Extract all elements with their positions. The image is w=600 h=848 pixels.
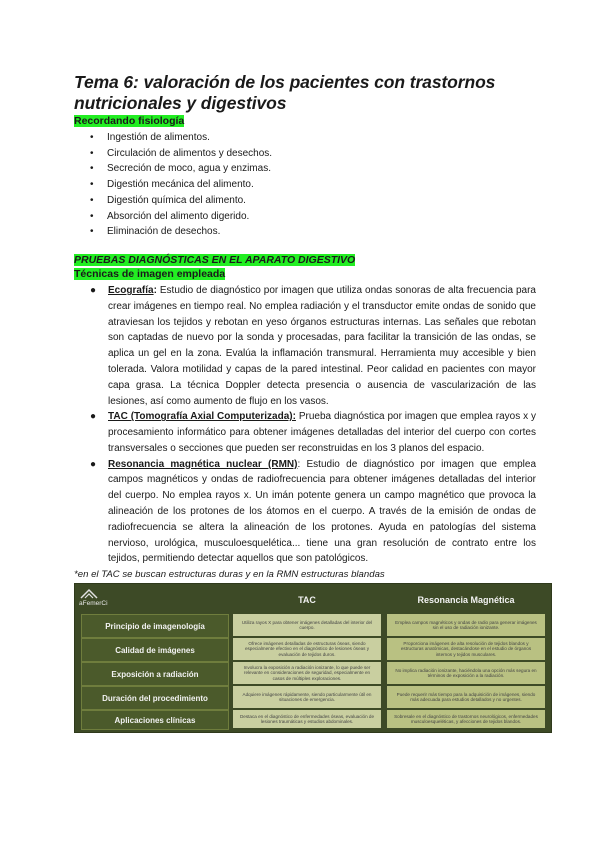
logo-icon <box>79 588 99 600</box>
ecografia-term: Ecografía <box>108 284 154 296</box>
comparison-table-image <box>74 583 552 733</box>
column-header-tac: TAC <box>298 594 316 605</box>
recordando-heading: Recordando fisiología <box>74 115 185 127</box>
footnote: *en el TAC se buscan estructuras duras y en la RMN estructuras blandas <box>74 569 385 581</box>
table-cell: Puede requerir más tiempo para la adquisición de imágenes, siendo más adecuada para estudios detallados y no urgentes. <box>387 686 545 708</box>
subheading-wrapper <box>74 268 536 281</box>
section-pruebas <box>74 254 536 267</box>
ecografia-item <box>74 283 536 409</box>
table-cell: Involucra la exposición a radiación ionizante, lo que puede ser relevante en consideraciones de seguridad, especialmente en casos de múltiples exploraciones. <box>233 662 381 684</box>
rmn-colon: : <box>297 458 301 470</box>
table-cell: Ofrece imágenes detalladas de estructuras óseas, siendo especialmente efectivo en el diagnóstico de lesiones óseas y evaluación de tejidos duros. <box>233 638 381 660</box>
ecografia-text: Estudio de diagnóstico por imagen que utiliza ondas sonoras de alta frecuencia para crear imágenes en tiempo real. No emplea radiación y el transductor emite ondas de sonido que atraviesan los tejidos y rebotan en yeso órganos estructuras internas. Las señales que rebotan son captadas de nuevo por la sonda y procesadas, para facilitar la transición de las ondas, se aplica un gel en la zona. Evalúa la inflamación transmural. Herramienta muy accesible y bien tolerada. Valora motilidad y capas de la pared intestinal. Peor calidad en pacientes con mayor capa grasa. La técnica Doppler detecta presencia o ausencia de vascularización de las lesiones, así como aumento de flujo en los vasos. <box>108 284 536 407</box>
logo <box>79 588 139 612</box>
tac-text: Prueba diagnóstica por imagen que emplea rayos x y procesamiento informático para obtener imágenes detalladas del interior del cuerpo con cortes transversales o secciones que pueden ser reconstruidas en los 3 planos del espacio. <box>108 411 537 454</box>
table-cell: Destaca en el diagnóstico de enfermedades óseas, evaluación de lesiones traumáticas y estudios abdominales. <box>233 710 381 728</box>
bullet-icon: ● <box>90 411 97 423</box>
rmn-item <box>74 457 536 568</box>
table-cell: No implica radiación ionizante, haciéndola una opción más segura en términos de exposición a la radiación. <box>387 662 545 684</box>
table-cell: Proporciona imágenes de alta resolución de tejidos blandos y estructuras anatómicas, destacándose en el estudio de órganos internos y tejidos musculares. <box>387 638 545 660</box>
list-item: • Absorción del alimento digerido. <box>74 209 536 225</box>
list-item: • Circulación de alimentos y desechos. <box>74 146 536 162</box>
list-item: • Eliminación de desechos. <box>74 224 536 240</box>
tecnicas-subheading: Técnicas de imagen empleada <box>74 267 226 280</box>
rmn-term: Resonancia magnética nuclear (RMN) <box>108 458 298 470</box>
row-label: Exposición a radiación <box>81 662 229 686</box>
document-page <box>74 72 536 733</box>
column-header-rmn: Resonancia Magnética <box>417 594 515 605</box>
row-label: Duración del procedimiento <box>81 686 229 710</box>
bullet-icon: ● <box>90 458 97 470</box>
page-title: Tema 6: valoración de los pacientes con trastornos nutricionales y digestivos <box>74 72 496 113</box>
list-item: • Digestión química del alimento. <box>74 193 536 209</box>
section-recordando <box>74 115 536 128</box>
ecografia-colon: : <box>153 284 157 296</box>
rmn-text: Estudio de diagnóstico por imagen que emplea campos magnéticos y ondas de radiofrecuencia para obtener imágenes detalladas del interior del cuerpo. No emplea rayos x. Un imán potente genera un campo magnético que provoca la alineación de los protones de los átomos en el cuerpo. A través de la emisión de ondas de radiofrecuencia se altera la alineación de los protones. Ayuda en patologías del sistema nervioso, urológica, musculoesquelética... tiene una gran resolución de contrato entre los tejidos, permitiendo detectar aquellos que son patológicos. <box>108 458 537 565</box>
physiology-list <box>74 130 536 240</box>
table-cell: Utiliza rayos X para obtener imágenes detalladas del interior del cuerpo. <box>233 614 381 636</box>
logo-text: aFemerCi <box>79 600 108 608</box>
list-item: • Ingestión de alimentos. <box>74 130 536 146</box>
list-item: • Digestión mecánica del alimento. <box>74 177 536 193</box>
tac-item <box>74 409 536 456</box>
row-label: Calidad de imágenes <box>81 638 229 662</box>
row-label: Aplicaciones clínicas <box>81 710 229 730</box>
table-cell: Sobresale en el diagnóstico de trastornos neurológicos, enfermedades musculoesqueléticas, y afecciones de tejidos blandos. <box>387 710 545 728</box>
list-item: • Secreción de moco, agua y enzimas. <box>74 161 536 177</box>
row-label: Principio de imagenología <box>81 614 229 638</box>
tac-term: TAC (Tomografía Axial Computerizada): <box>108 411 296 423</box>
pruebas-heading: PRUEBAS DIAGNÓSTICAS EN EL APARATO DIGESTIVO <box>74 253 356 266</box>
bullet-icon: ● <box>90 284 97 296</box>
table-cell: Emplea campos magnéticos y ondas de radio para generar imágenes sin el uso de radiación ionizante. <box>387 614 545 636</box>
table-cell: Adquiere imágenes rápidamente, siendo particularmente útil en situaciones de emergencia. <box>233 686 381 708</box>
